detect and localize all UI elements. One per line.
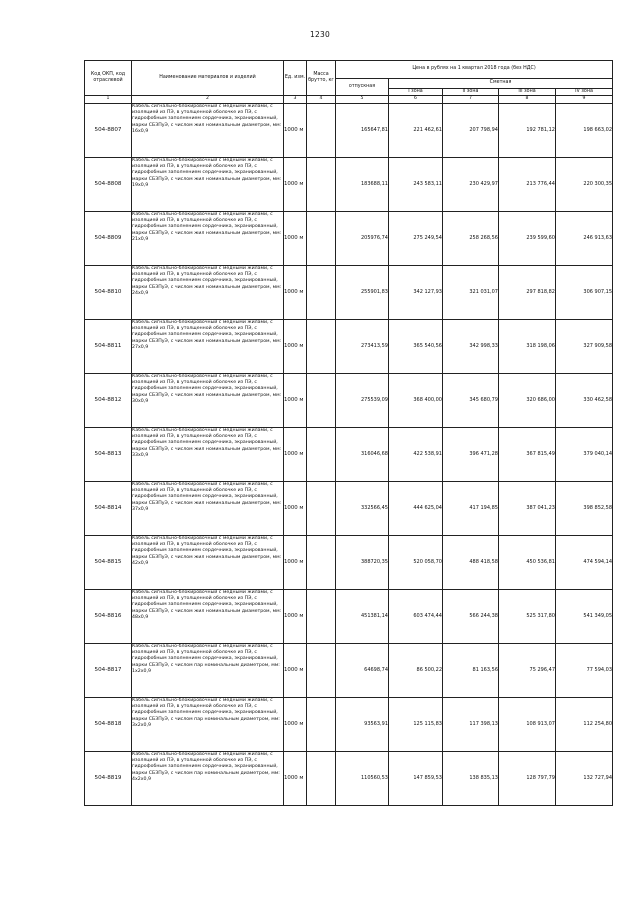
table-row [85,481,613,535]
row-unit: 1000 м [284,103,307,157]
row-zone-3-price: 387 041,23 [499,481,556,535]
row-zone-1-price: 342 127,93 [389,265,443,319]
header-price-group: Цена в рублях на 1 квартал 2018 года (без НДС) [336,61,613,79]
row-zone-2-price: 566 244,38 [443,589,499,643]
row-name: Кабель сигнально-блокировочный с медными жилами, с изоляцией из ПЭ, в утолщенной оболочке из ПЭ, с гидрофобным заполнением сердечника, экранированный, марки СБЗПуЭ, с числом жил номинальным диаметром, мм: 19х0,9 [132,157,284,211]
row-zone-3-price: 367 815,49 [499,427,556,481]
row-code: 504-8818 [85,697,132,751]
row-mass [307,319,336,373]
table-row [85,589,613,643]
header-zone-2: II зона [443,89,499,96]
column-number: 2 [132,96,284,103]
row-zone-2-price: 81 163,56 [443,643,499,697]
row-name: Кабель сигнально-блокировочный с медными жилами, с изоляцией из ПЭ, в утолщенной оболочке из ПЭ, с гидрофобным заполнением сердечника, экранированный, марки СБЗПуЭ, с числом жил номинальным диаметром, мм: 48х0,9 [132,589,284,643]
column-number: 5 [336,96,389,103]
row-unit: 1000 м [284,535,307,589]
row-mass [307,589,336,643]
row-zone-4-price: 330 462,58 [556,373,613,427]
row-release-price: 316046,68 [336,427,389,481]
row-code: 504-8813 [85,427,132,481]
row-code: 504-8816 [85,589,132,643]
row-release-price: 110560,53 [336,751,389,805]
row-zone-4-price: 220 300,35 [556,157,613,211]
row-zone-1-price: 603 474,44 [389,589,443,643]
row-unit: 1000 м [284,589,307,643]
row-name: Кабель сигнально-блокировочный с медными жилами, с изоляцией из ПЭ, в утолщенной оболочке из ПЭ, с гидрофобным заполнением сердечника, экранированный, марки СБЗПуЭ, с числом жил номинальным диаметром, мм: 30х0,9 [132,373,284,427]
row-code: 504-8809 [85,211,132,265]
row-zone-1-price: 243 583,11 [389,157,443,211]
column-number: 1 [85,96,132,103]
table-row [85,427,613,481]
table-row [85,535,613,589]
row-zone-3-price: 525 317,80 [499,589,556,643]
row-name: Кабель сигнально-блокировочный с медными жилами, с изоляцией из ПЭ, в утолщенной оболочке из ПЭ, с гидрофобным заполнением сердечника, экранированный, марки СБЗПуЭ, с числом жил номинальным диаметром, мм: 24х0,9 [132,265,284,319]
row-zone-4-price: 541 349,05 [556,589,613,643]
row-mass [307,751,336,805]
header-zone-1: I зона [389,89,443,96]
row-zone-4-price: 379 040,14 [556,427,613,481]
header-release: отпускная [336,79,389,96]
row-name: Кабель сигнально-блокировочный с медными жилами, с изоляцией из ПЭ, в утолщенной оболочке из ПЭ, с гидрофобным заполнением сердечника, экранированный, марки СБЗПуЭ, с числом жил номинальным диаметром, мм: 21х0,9 [132,211,284,265]
row-code: 504-8810 [85,265,132,319]
price-table [84,60,613,806]
row-code: 504-8819 [85,751,132,805]
column-number: 8 [499,96,556,103]
row-zone-3-price: 297 818,82 [499,265,556,319]
row-name: Кабель сигнально-блокировочный с медными жилами, с изоляцией из ПЭ, в утолщенной оболочке из ПЭ, с гидрофобным заполнением сердечника, экранированный, марки СБЗПуЭ, с числом пар номинальным диаметром, мм: 4х2х0,9 [132,751,284,805]
header-estimate: Сметная [389,79,613,89]
row-zone-3-price: 320 686,00 [499,373,556,427]
row-unit: 1000 м [284,373,307,427]
row-unit: 1000 м [284,481,307,535]
row-zone-3-price: 450 536,81 [499,535,556,589]
row-zone-4-price: 132 727,94 [556,751,613,805]
row-zone-1-price: 275 249,54 [389,211,443,265]
row-name: Кабель сигнально-блокировочный с медными жилами, с изоляцией из ПЭ, в утолщенной оболочке из ПЭ, с гидрофобным заполнением сердечника, экранированный, марки СБЗПуЭ, с числом жил номинальным диаметром, мм: 33х0,9 [132,427,284,481]
row-unit: 1000 м [284,643,307,697]
row-zone-1-price: 444 625,04 [389,481,443,535]
row-zone-1-price: 125 115,83 [389,697,443,751]
row-mass [307,427,336,481]
table-row [85,265,613,319]
row-zone-1-price: 368 400,00 [389,373,443,427]
row-mass [307,643,336,697]
column-number: 7 [443,96,499,103]
header-zone-4: IV зона [556,89,613,96]
row-zone-2-price: 207 798,94 [443,103,499,157]
row-unit: 1000 м [284,427,307,481]
row-zone-4-price: 198 663,02 [556,103,613,157]
row-zone-1-price: 520 058,70 [389,535,443,589]
row-release-price: 275539,09 [336,373,389,427]
row-unit: 1000 м [284,211,307,265]
row-zone-4-price: 77 594,03 [556,643,613,697]
row-zone-3-price: 239 599,60 [499,211,556,265]
row-code: 504-8812 [85,373,132,427]
row-zone-3-price: 213 776,44 [499,157,556,211]
row-release-price: 388720,35 [336,535,389,589]
row-release-price: 332566,45 [336,481,389,535]
row-code: 504-8814 [85,481,132,535]
row-mass [307,697,336,751]
row-zone-4-price: 474 594,14 [556,535,613,589]
row-mass [307,265,336,319]
row-release-price: 205976,74 [336,211,389,265]
row-release-price: 255901,83 [336,265,389,319]
table-row [85,319,613,373]
row-name: Кабель сигнально-блокировочный с медными жилами, с изоляцией из ПЭ, в утолщенной оболочке из ПЭ, с гидрофобным заполнением сердечника, экранированный, марки СБЗПуЭ, с числом пар номинальным диаметром, мм: 3х2х0,9 [132,697,284,751]
header-mass: Масса брутто, кг [307,61,336,96]
header-name: Наименование материалов и изделий [132,61,284,96]
row-release-price: 183688,11 [336,157,389,211]
row-zone-4-price: 398 852,58 [556,481,613,535]
column-number: 6 [389,96,443,103]
column-number: 4 [307,96,336,103]
row-zone-1-price: 365 540,56 [389,319,443,373]
row-release-price: 451381,14 [336,589,389,643]
row-mass [307,481,336,535]
row-zone-2-price: 345 680,79 [443,373,499,427]
table-row [85,157,613,211]
row-unit: 1000 м [284,697,307,751]
row-zone-3-price: 75 296,47 [499,643,556,697]
row-release-price: 64698,74 [336,643,389,697]
row-zone-3-price: 318 198,06 [499,319,556,373]
row-zone-2-price: 117 398,13 [443,697,499,751]
row-zone-1-price: 221 462,61 [389,103,443,157]
row-release-price: 165647,81 [336,103,389,157]
row-code: 504-8808 [85,157,132,211]
row-name: Кабель сигнально-блокировочный с медными жилами, с изоляцией из ПЭ, в утолщенной оболочке из ПЭ, с гидрофобным заполнением сердечника, экранированный, марки СБЗПуЭ, с числом жил номинальным диаметром, мм: 37х0,9 [132,481,284,535]
row-unit: 1000 м [284,319,307,373]
table-row [85,751,613,805]
row-zone-2-price: 230 429,97 [443,157,499,211]
table-row [85,103,613,157]
row-zone-2-price: 342 998,33 [443,319,499,373]
row-name: Кабель сигнально-блокировочный с медными жилами, с изоляцией из ПЭ, в утолщенной оболочке из ПЭ, с гидрофобным заполнением сердечника, экранированный, марки СБЗПуЭ, с числом жил номинальным диаметром, мм: 27х0,9 [132,319,284,373]
row-mass [307,373,336,427]
table-row [85,211,613,265]
header-zone-3: III зона [499,89,556,96]
table-row [85,643,613,697]
row-zone-2-price: 321 031,07 [443,265,499,319]
row-zone-1-price: 147 859,53 [389,751,443,805]
row-name: Кабель сигнально-блокировочный с медными жилами, с изоляцией из ПЭ, в утолщенной оболочке из ПЭ, с гидрофобным заполнением сердечника, экранированный, марки СБЗПуЭ, с числом жил номинальным диаметром, мм: 42х0,9 [132,535,284,589]
row-zone-2-price: 138 835,13 [443,751,499,805]
row-unit: 1000 м [284,751,307,805]
row-zone-4-price: 306 907,15 [556,265,613,319]
row-release-price: 273413,59 [336,319,389,373]
row-mass [307,103,336,157]
row-zone-3-price: 192 781,12 [499,103,556,157]
row-code: 504-8815 [85,535,132,589]
row-zone-4-price: 112 254,80 [556,697,613,751]
row-name: Кабель сигнально-блокировочный с медными жилами, с изоляцией из ПЭ, в утолщенной оболочке из ПЭ, с гидрофобным заполнением сердечника, экранированный, марки СБЗПуЭ, с числом жил номинальным диаметром, мм: 16х0,9 [132,103,284,157]
row-zone-3-price: 128 797,79 [499,751,556,805]
row-release-price: 93563,91 [336,697,389,751]
row-zone-1-price: 86 500,22 [389,643,443,697]
row-zone-4-price: 327 909,58 [556,319,613,373]
table-row [85,373,613,427]
row-zone-2-price: 417 194,85 [443,481,499,535]
column-numbers-row [85,96,613,103]
header-code: Код ОКП, код отраслевой [85,61,132,96]
header-unit: Ед. изм. [284,61,307,96]
page-number: 1230 [310,30,330,39]
column-number: 3 [284,96,307,103]
row-zone-2-price: 488 418,58 [443,535,499,589]
row-unit: 1000 м [284,157,307,211]
row-code: 504-8807 [85,103,132,157]
table-row [85,697,613,751]
row-mass [307,157,336,211]
row-unit: 1000 м [284,265,307,319]
row-zone-3-price: 108 913,07 [499,697,556,751]
row-zone-2-price: 258 268,56 [443,211,499,265]
column-number: 9 [556,96,613,103]
row-zone-1-price: 422 538,91 [389,427,443,481]
row-zone-2-price: 396 471,28 [443,427,499,481]
row-code: 504-8817 [85,643,132,697]
row-mass [307,535,336,589]
row-code: 504-8811 [85,319,132,373]
row-mass [307,211,336,265]
row-name: Кабель сигнально-блокировочный с медными жилами, с изоляцией из ПЭ, в утолщенной оболочке из ПЭ, с гидрофобным заполнением сердечника, экранированный, марки СБЗПуЭ, с числом пар номинальным диаметром, мм: 1х2х0,9 [132,643,284,697]
row-zone-4-price: 246 913,63 [556,211,613,265]
